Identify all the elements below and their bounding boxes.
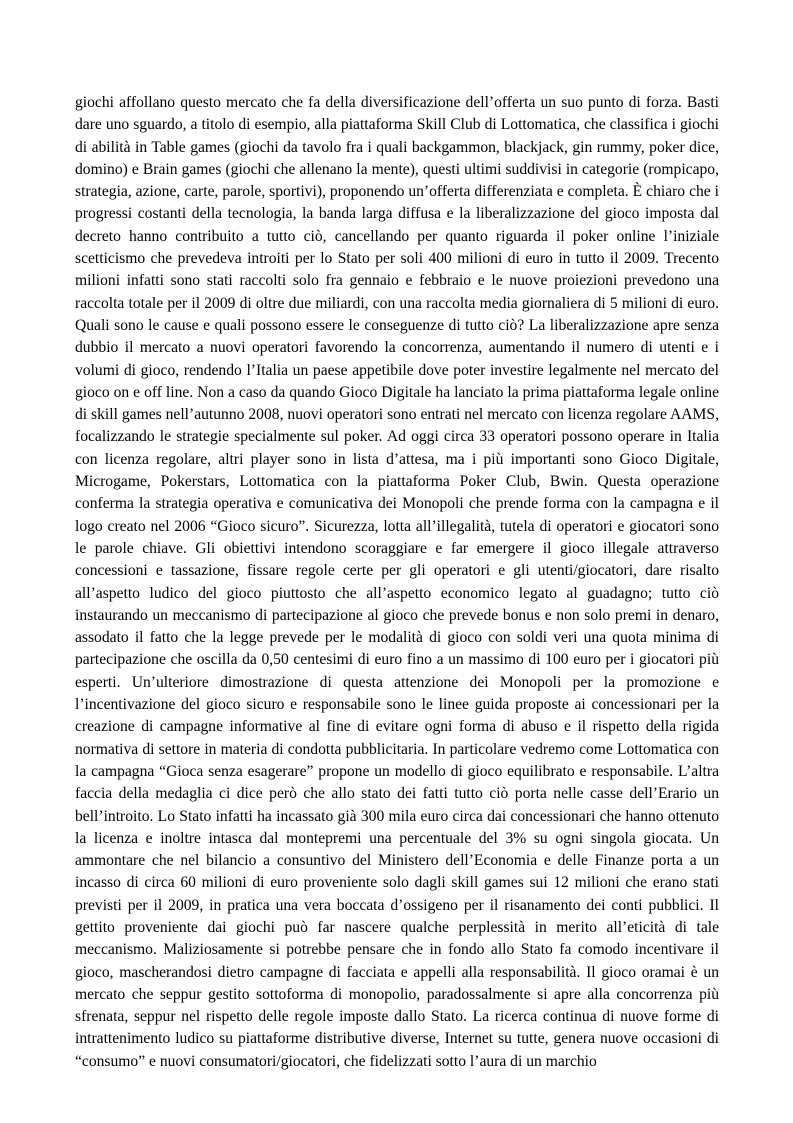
body-paragraph: giochi affollano questo mercato che fa della diversificazione dell’offerta un suo punto di forza. Basti dare uno sguardo, a titolo di esempio, alla piattaforma Skill Club di Lottomatica, che classifica i giochi di abilità in Table games (giochi da tavolo fra i quali backgammon, blackjack, gin rummy, poker dice, domino) e Brain games (giochi che allenano la mente), questi ultimi suddivisi in categorie (rompicapo, strategia, azione, carte, parole, sportivi), proponendo un’offerta differenziata e completa. È chiaro che i progressi costanti della tecnologia, la banda larga diffusa e la liberalizzazione del gioco imposta dal decreto hanno contribuito a tutto ciò, cancellando per quanto riguarda il poker online l’iniziale scetticismo che prevedeva introiti per lo Stato per soli 400 milioni di euro in tutto il 2009. Trecento milioni infatti sono stati raccolti solo fra gennaio e febbraio e le nuove proiezioni prevedono una raccolta totale per il 2009 di oltre due miliardi, con una raccolta media giornaliera di 5 milioni di euro. Quali sono le cause e quali possono essere le conseguenze di tutto ciò? La liberalizzazione apre senza dubbio il mercato a nuovi operatori favorendo la concorrenza, aumentando il numero di utenti e i volumi di gioco, rendendo l’Italia un paese appetibile dove poter investire legalmente nel mercato del gioco on e off line. Non a caso da quando Gioco Digitale ha lanciato la prima piattaforma legale online di skill games nell’autunno 2008, nuovi operatori sono entrati nel mercato con licenza regolare AAMS, focalizzando le strategie specialmente sul poker. Ad oggi circa 33 operatori possono operare in Italia con licenza regolare, altri player sono in lista d’attesa, ma i più importanti sono Gioco Digitale, Microgame, Pokerstars, Lottomatica con la piattaforma Poker Club, Bwin. Questa operazione conferma la strategia operativa e comunicativa dei Monopoli che prende forma con la campagna e il logo creato nel 2006 “Gioco sicuro”. Sicurezza, lotta all’illegalità, tutela di operatori e giocatori sono le parole chiave. Gli obiettivi intendono scoraggiare e far emergere il gioco illegale attraverso concessioni e tassazione, fissare regole certe per gli operatori e gli utenti/giocatori, dare risalto all’aspetto ludico del gioco piuttosto che all’aspetto economico legato al guadagno; tutto ciò instaurando un meccanismo di partecipazione al gioco che prevede bonus e non solo premi in denaro, assodato il fatto che la legge prevede per le modalità di gioco con soldi veri una quota minima di partecipazione che oscilla da 0,50 centesimi di euro fino a un massimo di 100 euro per i giocatori più esperti. Un’ulteriore dimostrazione di questa attenzione dei Monopoli per la promozione e l’incentivazione del gioco sicuro e responsabile sono le linee guida proposte ai concessionari per la creazione di campagne informative al fine di evitare ogni forma di abuso e il rispetto della rigida normativa di settore in materia di condotta pubblicitaria. In particolare vedremo come Lottomatica con la campagna “Gioca senza esagerare” propone un modello di gioco equilibrato e responsabile. L’altra faccia della medaglia ci dice però che allo stato dei fatti tutto ciò porta nelle casse dell’Erario un bell’introito. Lo Stato infatti ha incassato già 300 mila euro circa dai concessionari che hanno ottenuto la licenza e inoltre intasca dal montepremi una percentuale del 3% su ogni singola giocata. Un ammontare che nel bilancio a consuntivo del Ministero dell’Economia e delle Finanze porta a un incasso di circa 60 milioni di euro proveniente solo dagli skill games sui 12 milioni che erano stati previsti per il 2009, in pratica una vera boccata d’ossigeno per il risanamento dei conti pubblici. Il gettito proveniente dai giochi può far nascere qualche perplessità in merito all’eticità di tale meccanismo. Maliziosamente si potrebbe pensare che in fondo allo Stato fa comodo incentivare il gioco, mascherandosi dietro campagne di facciata e appelli alla responsabilità. Il gioco oramai è un mercato che seppur gestito sottoforma di monopolio, paradossalmente si apre alla concorrenza più sfrenata, seppur nel rispetto delle regole imposte dallo Stato. La ricerca continua di nuove forme di intrattenimento ludico su piattaforme distributive diverse, Internet su tutte, genera nuove occasioni di “consumo” e nuovi consumatori/giocatori, che fidelizzati sotto l’aura di un marchio [75,94,719,1070]
document-page [75,92,719,1072]
